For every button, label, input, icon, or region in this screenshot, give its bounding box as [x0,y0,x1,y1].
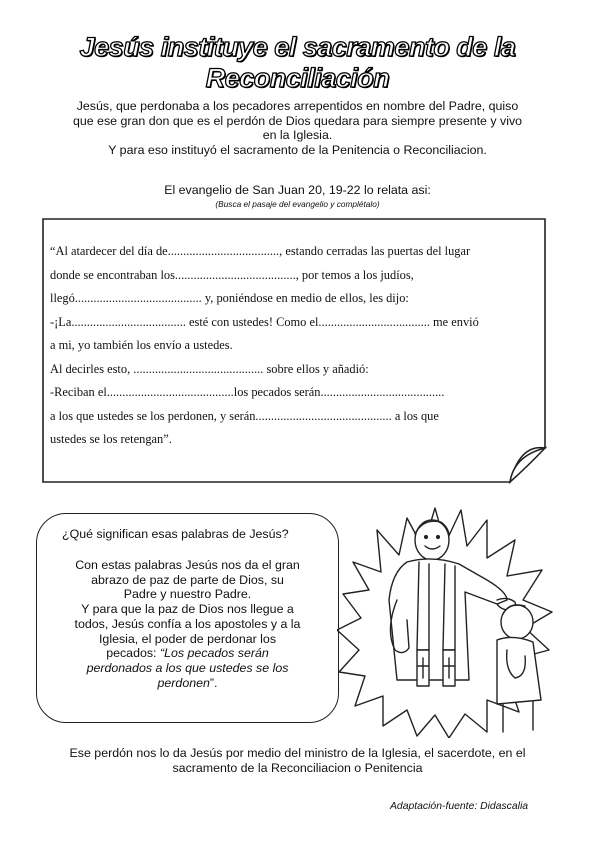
gospel-line: -¡La..................................... esté con ustedes! Como el.................................... me envió [50,314,479,329]
bubble-line: Padre y nuestro Padre. [123,587,252,602]
intro-line: en la Iglesia. [262,128,333,143]
gospel-line: “Al atardecer del día de...................................., estando cerradas las puertas del lugar [50,244,471,258]
bubble-line: Con estas palabras Jesús nos da el gran [75,558,300,572]
bubble-quote-line [50,676,325,691]
bubble-question: ¿Qué significan esas palabras de Jesús? [62,527,289,541]
bubble-quote: perdonen [157,675,210,690]
bubble-text [50,558,325,690]
gospel-reference: El evangelio de San Juan 20, 19-22 lo relata asi: [164,183,431,197]
closing-line: sacramento de la Reconciliacion o Penitencia [172,760,423,775]
bubble-quote-end: ”. [209,675,218,690]
gospel-fill-in-text [50,240,550,452]
intro-paragraph [40,99,555,157]
bubble-quote: “Los pecados serán [159,646,269,661]
bubble-quote: perdonados a los que ustedes se los [86,660,289,675]
bubble-line: Iglesia, el poder de perdonar los [98,631,277,646]
priest-blessing-child-icon [337,500,557,738]
gospel-line: -Reciban el.........................................los pecados serán........................................ [50,385,445,399]
gospel-line: ustedes se los retengan”. [50,432,172,446]
closing-line: Ese perdón nos lo da Jesús por medio del ministro de la Iglesia, el sacerdote, en el [69,746,526,760]
bubble-quote-line [50,646,325,661]
intro-line: Y para eso instituyó el sacramento de la Penitencia o Reconciliacion. [108,142,487,157]
bubble-quote-lead: pecados: [106,646,160,661]
gospel-line: llegó......................................... y, poniéndose en medio de ellos, les dijo: [50,291,409,305]
jesus-forgiving-illustration [337,500,557,738]
intro-line: que ese gran don que es el perdón de Dios quedara para siempre presente y vivo [72,113,523,128]
source-credit: Adaptación-fuente: Didascalia [390,801,529,812]
gospel-line: a los que ustedes se los perdonen, y serán............................................ a los que [50,408,439,423]
gospel-line: a mi, yo también los envío a ustedes. [50,338,233,352]
bubble-line: todos, Jesús confía a los apostoles y a la [74,616,301,631]
gospel-line: donde se encontraban los......................................., por temos a los judíos, [50,267,414,282]
gospel-hint: (Busca el pasaje del evangelio y complétalo) [215,199,380,209]
bubble-line: Y para que la paz de Dios nos llegue a [81,602,294,617]
page-title: Jesús instituye el sacramento de la Reconciliación [79,32,516,93]
closing-paragraph [20,746,575,776]
intro-line: Jesús, que perdonaba a los pecadores arrepentidos en nombre del Padre, quiso [76,99,519,113]
gospel-line: Al decirles esto, .......................................... sobre ellos y añadió: [50,361,369,376]
bubble-line: abrazo de paz de parte de Dios, su [91,572,284,587]
